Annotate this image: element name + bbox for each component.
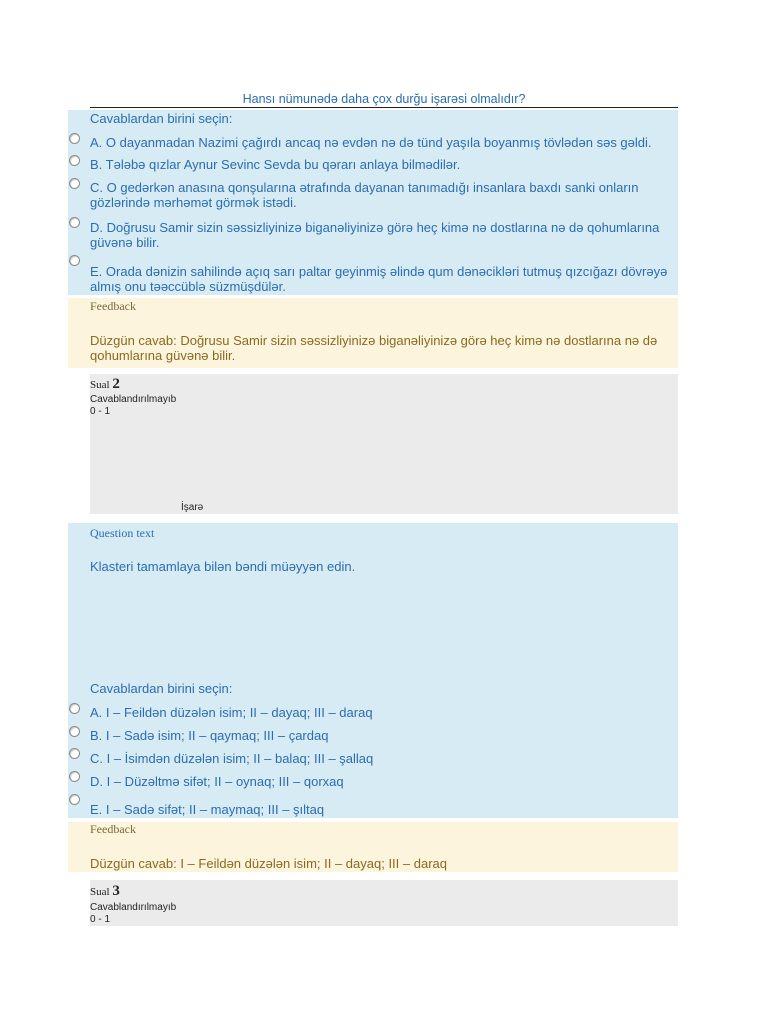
option-text: B. Tələbə qızlar Aynur Sevinc Sevda bu qərarı anlaya bilmədilər. — [90, 157, 461, 172]
option-text: A. O dayanmadan Nazimi çağırdı ancaq nə evdən nə də tünd yaşıla boyanmış tövlədən səs gəldi. — [90, 135, 652, 150]
option-c-radio[interactable] — [69, 178, 80, 189]
option-e-radio[interactable] — [69, 255, 80, 266]
question-1-feedback — [90, 333, 678, 363]
question-3-points: 0 - 1 — [90, 914, 111, 925]
sual-label: Sual — [90, 379, 110, 391]
question-1-option-a[interactable] — [90, 135, 678, 150]
option-text: D. Doğrusu Samir sizin səssizliyinizə biganəliyinizə görə heç kimə nə dostlarına nə də qohumlarına — [90, 220, 660, 235]
question-1-prompt: Cavablardan birini seçin: — [90, 111, 233, 126]
feedback-text-cont: qohumlarına güvənə bilir. — [90, 348, 236, 363]
flag-question-link[interactable]: İşarə — [181, 502, 204, 513]
question-2-option-d[interactable]: D. I – Düzəltmə sifət; II – oynaq; III – qorxaq — [90, 774, 344, 789]
option-text: E. Orada dənizin sahilində açıq sarı paltar geyinmiş əlində qum dənəcikləri tutmuş qızcığazı dövrəyə — [90, 264, 668, 279]
question-3-info-panel — [90, 880, 678, 926]
question-2-status: Cavablandırılmayıb — [90, 394, 177, 405]
question-2-option-a[interactable]: A. I – Feildən düzələn isim; II – dayaq; III – daraq — [90, 705, 373, 720]
question-2-feedback: Düzgün cavab: I – Feildən düzələn isim; II – dayaq; III – daraq — [90, 856, 447, 871]
feedback-heading: Feedback — [90, 822, 136, 836]
sual-label: Sual — [90, 886, 110, 898]
question-2-points: 0 - 1 — [90, 406, 111, 417]
question-1-option-c[interactable] — [90, 180, 678, 210]
option-b-radio[interactable] — [69, 726, 80, 737]
question-2-option-c[interactable]: C. I – İsimdən düzələn isim; II – balaq; III – şallaq — [90, 751, 374, 766]
question-1-option-b[interactable] — [90, 157, 678, 172]
option-text-cont: almış onu təəccüblə süzmüşdülər. — [90, 279, 286, 294]
option-text-cont: güvənə bilir. — [90, 235, 160, 250]
question-number: 2 — [112, 376, 120, 392]
option-a-radio[interactable] — [69, 133, 80, 144]
question-2-number — [90, 376, 120, 393]
question-1-title: Hansı nümunədə daha çox durğu işarəsi olmalıdır? — [90, 92, 678, 108]
option-text-cont: gözlərində mərhəmət görmək istədi. — [90, 195, 297, 210]
question-2-option-b[interactable]: B. I – Sadə isim; II – qaymaq; III – çardaq — [90, 728, 329, 743]
question-1-option-d[interactable] — [90, 220, 678, 250]
option-d-radio[interactable] — [69, 217, 80, 228]
option-d-radio[interactable] — [69, 771, 80, 782]
option-c-radio[interactable] — [69, 748, 80, 759]
question-2-info-panel — [90, 374, 678, 514]
feedback-heading: Feedback — [90, 299, 136, 313]
option-b-radio[interactable] — [69, 155, 80, 166]
option-text: C. O gedərkən anasına qonşularına ətrafında dayanan tanımadığı insanlara baxdı sanki onların — [90, 180, 639, 195]
question-3-status: Cavablandırılmayıb — [90, 902, 177, 913]
question-2-prompt: Cavablardan birini seçin: — [90, 681, 233, 696]
question-1-option-e[interactable] — [90, 264, 678, 294]
question-2-option-e[interactable]: E. I – Sadə sifət; II – maymaq; III – şıltaq — [90, 802, 325, 817]
option-e-radio[interactable] — [69, 794, 80, 805]
option-a-radio[interactable] — [69, 703, 80, 714]
question-2-text: Klasteri tamamlaya bilən bəndi müəyyən edin. — [90, 559, 356, 574]
question-number: 3 — [112, 883, 120, 899]
question-text-heading: Question text — [90, 526, 155, 540]
feedback-text: Düzgün cavab: Doğrusu Samir sizin səssizliyinizə biganəliyinizə görə heç kimə nə dostlarına nə də — [90, 333, 658, 348]
question-3-number — [90, 883, 120, 900]
